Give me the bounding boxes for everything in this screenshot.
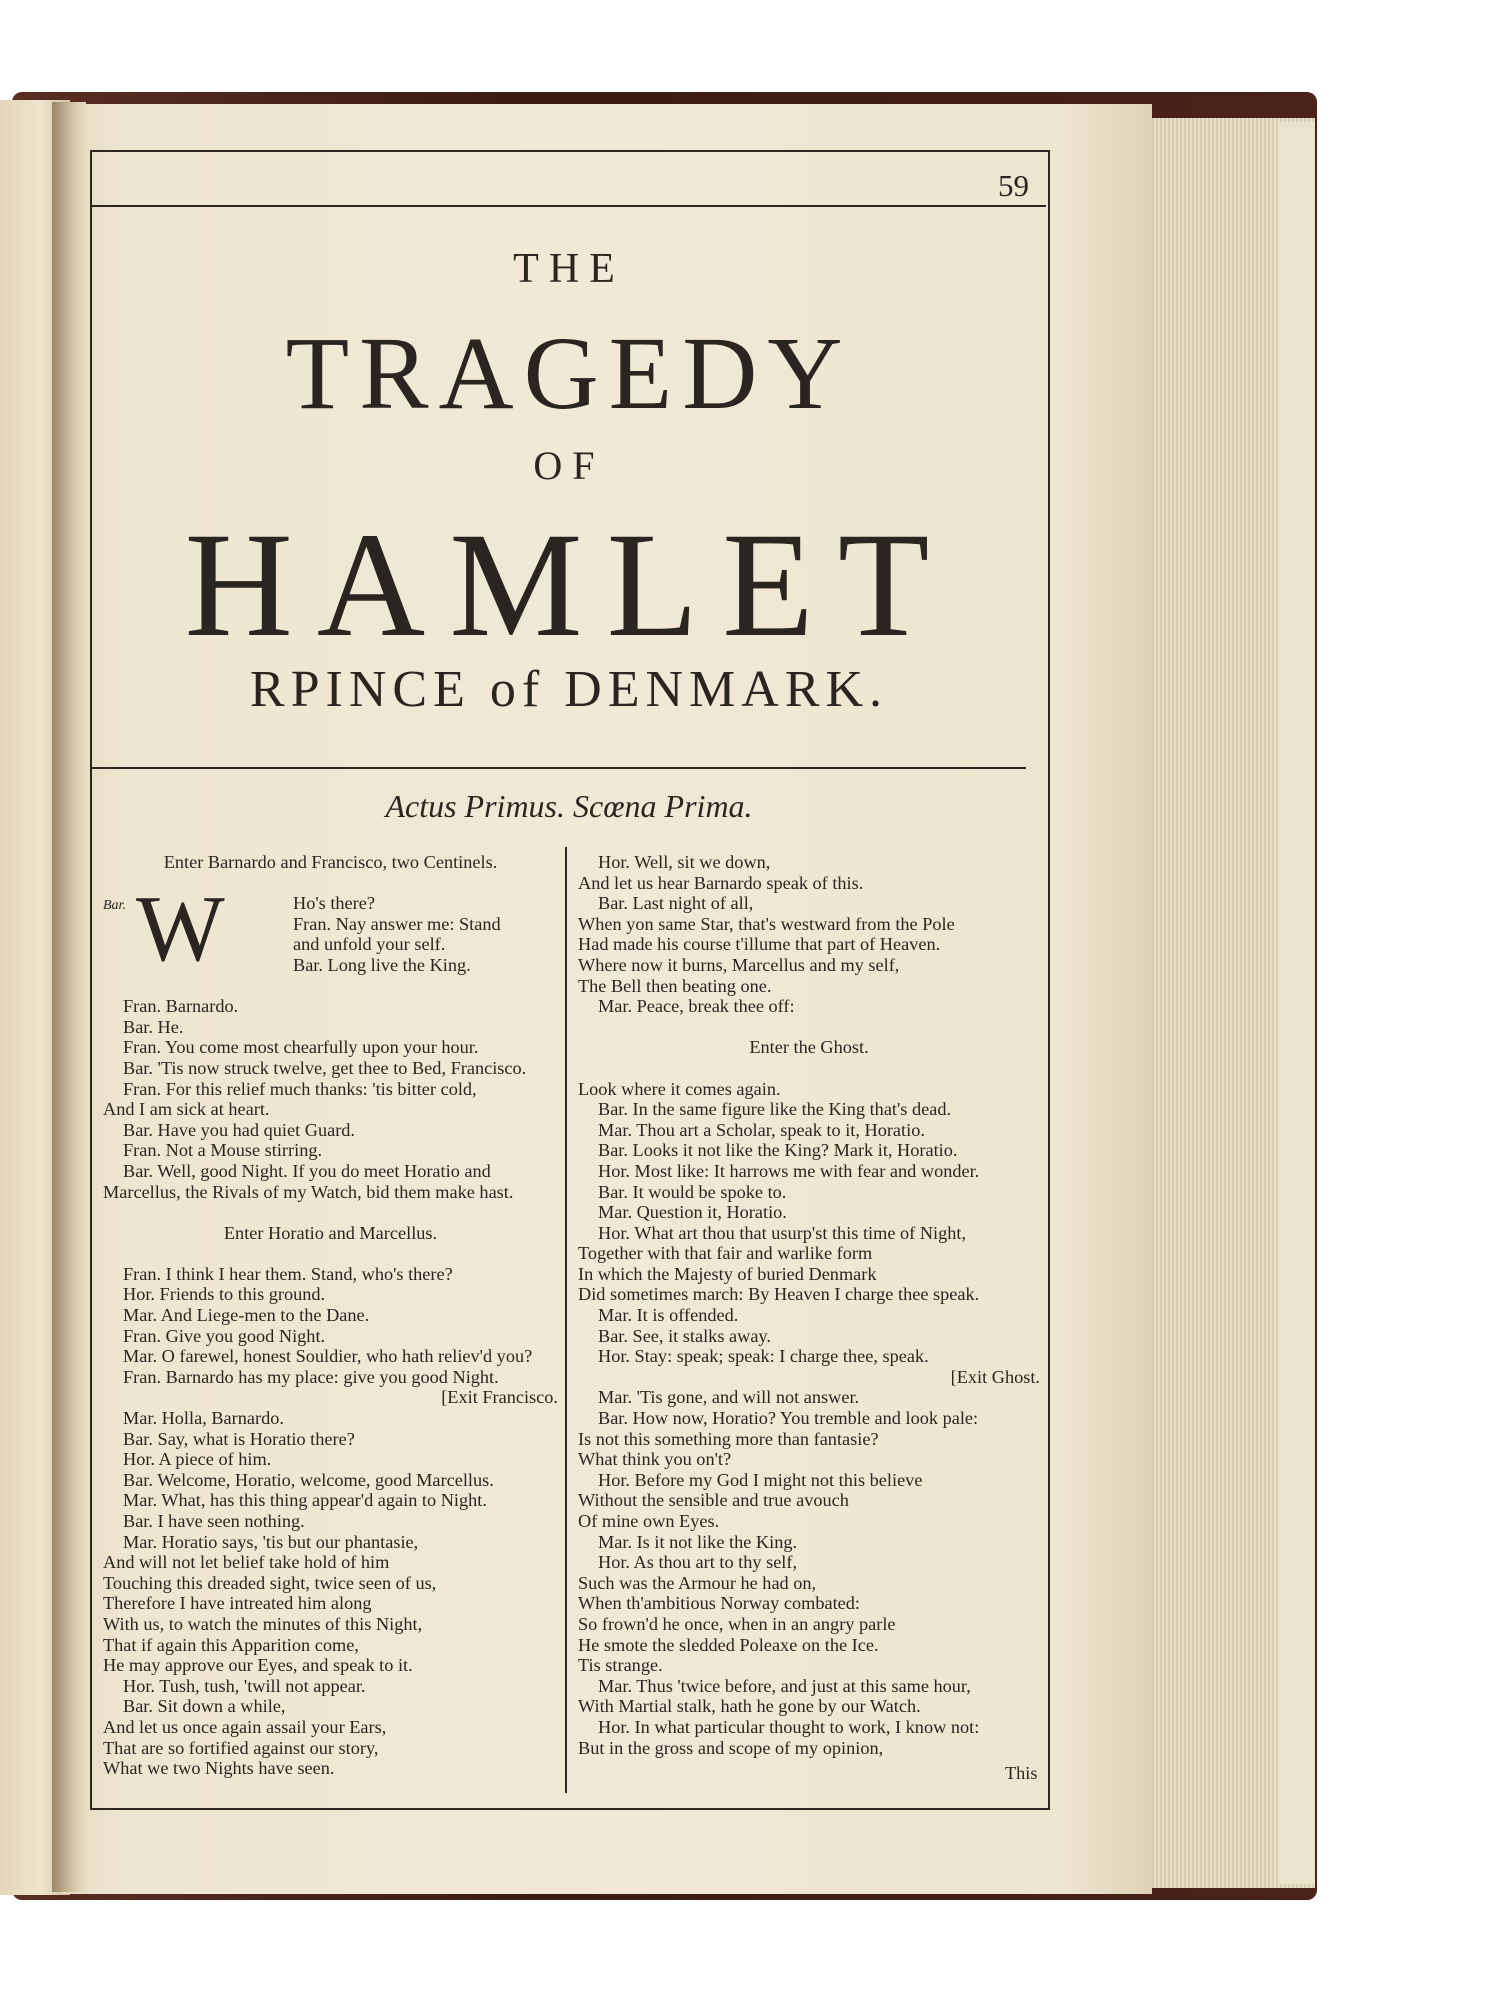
text-line: Bar. 'Tis now struck twelve, get thee to Bed, Francisco. — [123, 1057, 527, 1078]
text-line: Ho's there? — [293, 893, 375, 914]
text-line: That if again this Apparition come, — [103, 1634, 359, 1655]
text-line: Fran. For this relief much thanks: 'tis bitter cold, — [123, 1078, 477, 1099]
title-of: OF — [533, 443, 605, 488]
text-line: And will not let belief take hold of him — [103, 1552, 390, 1573]
text-line: Bar. See, it stalks away. — [598, 1325, 771, 1346]
text-line: Bar. Long live the King. — [293, 954, 471, 975]
text-line: [Exit Francisco. — [441, 1387, 558, 1408]
text-line: Mar. 'Tis gone, and will not answer. — [598, 1387, 860, 1408]
text-line: Mar. Holla, Barnardo. — [123, 1408, 284, 1429]
text-line: Enter Barnardo and Francisco, two Centinels. — [163, 852, 498, 872]
text-line: Did sometimes march: By Heaven I charge thee speak. — [578, 1284, 980, 1305]
text-line: Mar. Thou art a Scholar, speak to it, Horatio. — [598, 1119, 925, 1140]
text-line: Without the sensible and true avouch — [578, 1490, 849, 1511]
text-line: Fran. Barnardo. — [123, 996, 239, 1017]
text-line: Bar. Last night of all, — [598, 893, 754, 914]
text-line: Mar. It is offended. — [598, 1305, 739, 1326]
text-line: Such was the Armour he had on, — [578, 1572, 817, 1593]
text-line: Of mine own Eyes. — [578, 1511, 720, 1531]
text-line: [Exit Ghost. — [950, 1366, 1040, 1387]
text-line — [103, 1202, 558, 1223]
text-line: Bar. Welcome, Horatio, welcome, good Marcellus. — [123, 1469, 494, 1490]
text-line: What we two Nights have seen. — [103, 1758, 335, 1779]
text-line: Hor. A piece of him. — [123, 1449, 272, 1470]
text-line: Fran. You come most chearfully upon your hour. — [123, 1037, 479, 1058]
text-line: Bar. I have seen nothing. — [123, 1511, 305, 1531]
text-line: Fran. I think I hear them. Stand, who's there? — [123, 1263, 453, 1284]
header-rule — [92, 205, 1046, 207]
text-line: Fran. Nay answer me: Stand — [293, 913, 501, 934]
text-line: He may approve our Eyes, and speak to it. — [103, 1655, 413, 1676]
text-line — [103, 873, 558, 894]
text-line: Fran. Not a Mouse stirring. — [123, 1140, 323, 1161]
text-line: Together with that fair and warlike form — [578, 1243, 873, 1264]
text-line: Mar. What, has this thing appear'd again to Night. — [123, 1490, 487, 1511]
text-line: Touching this dreaded sight, twice seen of us, — [103, 1572, 437, 1593]
text-line — [578, 1017, 1040, 1038]
title-the: THE — [513, 246, 625, 292]
page-number: 59 — [998, 168, 1029, 203]
text-line: And I am sick at heart. — [103, 1099, 270, 1120]
text-line: Mar. Thus 'twice before, and just at this same hour, — [598, 1675, 971, 1696]
text-line: But in the gross and scope of my opinion, — [578, 1737, 884, 1758]
text-line: Mar. Question it, Horatio. — [598, 1202, 787, 1223]
drop-cap-letter: W — [136, 877, 225, 981]
gutter-shadow — [52, 102, 86, 1892]
text-line — [103, 976, 558, 997]
title-hamlet: HAMLET — [184, 502, 954, 668]
text-line: Tis strange. — [578, 1655, 663, 1676]
right-column — [578, 852, 1040, 1758]
column-divider — [565, 847, 567, 1793]
text-line: With Martial stalk, hath he gone by our Watch. — [578, 1696, 921, 1717]
page-block-fore-edge — [1278, 122, 1315, 1884]
text-line: What think you on't? — [578, 1449, 732, 1470]
text-line: Mar. And Liege-men to the Dane. — [123, 1305, 370, 1326]
text-line: Bar. He. — [123, 1016, 184, 1037]
text-line: Bar. In the same figure like the King that's dead. — [598, 1099, 952, 1120]
text-line: Mar. Peace, break thee off: — [598, 996, 795, 1017]
text-line: Hor. Tush, tush, 'twill not appear. — [123, 1675, 366, 1696]
text-line: Bar. Say, what is Horatio there? — [123, 1428, 355, 1449]
act-heading: Actus Primus. Scœna Prima. — [385, 788, 753, 824]
text-line: Is not this something more than fantasie? — [578, 1428, 879, 1449]
text-line — [578, 1058, 1040, 1079]
text-line: Enter Horatio and Marcellus. — [223, 1222, 438, 1243]
text-line: Hor. What art thou that usurp'st this time of Night, — [598, 1222, 967, 1243]
text-line: Hor. Most like: It harrows me with fear and wonder. — [598, 1160, 980, 1181]
text-line: And let us hear Barnardo speak of this. — [578, 872, 864, 893]
text-line: Hor. Stay: speak; speak: I charge thee, speak. — [598, 1346, 929, 1367]
left-column — [103, 852, 558, 1779]
text-line: Bar. It would be spoke to. — [598, 1181, 787, 1202]
text-line: and unfold your self. — [293, 934, 446, 955]
text-line: Therefore I have intreated him along — [103, 1593, 372, 1614]
text-line: Marcellus, the Rivals of my Watch, bid them make hast. — [103, 1181, 514, 1202]
text-line: Hor. Friends to this ground. — [123, 1284, 326, 1305]
catchword: This — [1005, 1763, 1038, 1783]
text-line: He smote the sledded Poleaxe on the Ice. — [578, 1634, 879, 1655]
text-line: So frown'd he once, when in an angry parle — [578, 1613, 896, 1634]
text-line: Look where it comes again. — [578, 1078, 781, 1099]
text-line: Mar. Is it not like the King. — [598, 1531, 798, 1552]
text-line: Fran. Give you good Night. — [123, 1325, 326, 1346]
text-line: Hor. Well, sit we down, — [598, 852, 771, 872]
text-line: Hor. As thou art to thy self, — [598, 1552, 798, 1573]
text-line: Enter the Ghost. — [749, 1037, 869, 1058]
text-line: Had made his course t'illume that part of Heaven. — [578, 934, 941, 955]
text-line: Hor. In what particular thought to work, I know not: — [598, 1716, 980, 1737]
text-line: Bar. Sit down a while, — [123, 1696, 286, 1717]
text-line: The Bell then beating one. — [578, 975, 772, 996]
text-line: Where now it burns, Marcellus and my self, — [578, 954, 900, 975]
text-line: Hor. Before my God I might not this believe — [598, 1469, 923, 1490]
title-prince: RPINCE of DENMARK. — [249, 661, 889, 718]
text-line: That are so fortified against our story, — [103, 1737, 379, 1758]
text-line: When yon same Star, that's westward from the Pole — [578, 913, 955, 934]
text-line: Bar. Have you had quiet Guard. — [123, 1119, 356, 1140]
text-line: Bar. How now, Horatio? You tremble and look pale: — [598, 1408, 979, 1429]
text-line: Bar. Well, good Night. If you do meet Horatio and — [123, 1160, 491, 1181]
dropcap-speaker: Bar. — [103, 898, 126, 913]
title-rule — [92, 767, 1026, 769]
text-line: Fran. Barnardo has my place: give you good Night. — [123, 1366, 499, 1387]
text-line: Bar. Looks it not like the King? Mark it, Horatio. — [598, 1140, 958, 1161]
text-line: When th'ambitious Norway combated: — [578, 1593, 861, 1614]
title-tragedy: TRAGEDY — [285, 316, 853, 431]
text-line: In which the Majesty of buried Denmark — [578, 1263, 877, 1284]
text-line — [103, 1243, 558, 1264]
text-line: With us, to watch the minutes of this Night, — [103, 1613, 423, 1634]
text-line: And let us once again assail your Ears, — [103, 1716, 387, 1737]
text-line: Mar. Horatio says, 'tis but our phantasie, — [123, 1531, 419, 1552]
text-line: Mar. O farewel, honest Souldier, who hath reliev'd you? — [123, 1346, 533, 1367]
